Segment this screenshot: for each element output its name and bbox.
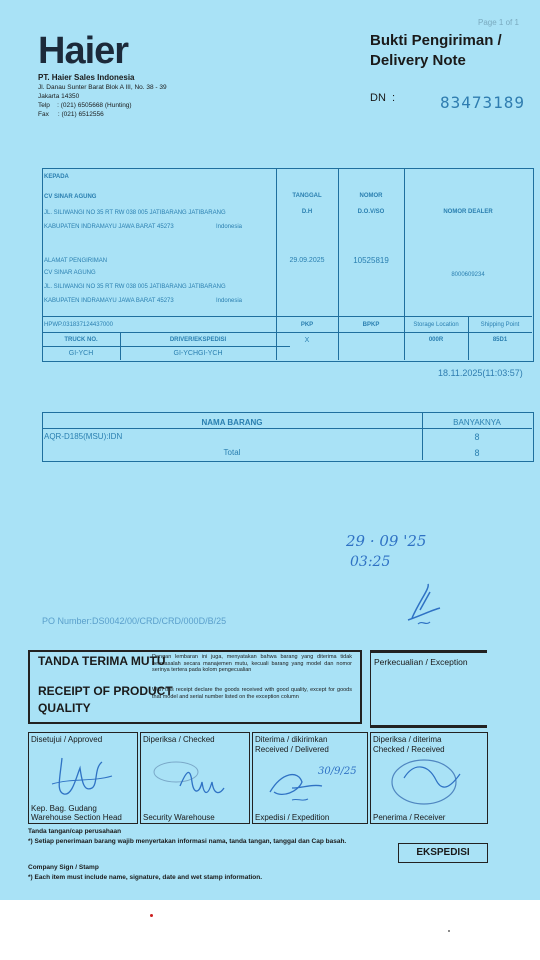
- item-row-name: AQR-D185(MSU):IDN: [44, 432, 123, 441]
- nomor-header: NOMOR: [359, 193, 383, 199]
- footer-company-sign: Company Sign / Stamp: [28, 864, 99, 871]
- company-telp: Telp : (021) 6505668 (Hunting): [38, 102, 132, 109]
- hpwp-value: HPWP.031837124437000: [44, 322, 113, 328]
- approved-top: Disetujui / Approved: [31, 735, 103, 744]
- tanggal-header: TANGGAL: [292, 193, 322, 199]
- shipping-value: 85D1: [492, 337, 508, 343]
- doc-title-line-2: Delivery Note: [370, 52, 466, 69]
- received-signature: [262, 762, 332, 808]
- dn-number: 83473189: [440, 93, 526, 112]
- kepada-label: KEPADA: [44, 174, 69, 180]
- company-address-2: Jakarta 14350: [38, 93, 80, 100]
- driver-value: GI-YCHGI-YCH: [173, 350, 223, 357]
- received-hand-date: 30/9/25: [318, 766, 357, 777]
- company-fax: Fax : (021) 6512556: [38, 111, 104, 118]
- approved-bottom-1: Kep. Bag. Gudang: [31, 804, 97, 813]
- company-address-1: Jl. Danau Sunter Barat Blok A III, No. 38 - 39: [38, 84, 167, 91]
- received-top-2: Received / Delivered: [255, 745, 329, 754]
- handwritten-date: 29 · 09 '25: [346, 532, 427, 550]
- receipt-title-en-2: QUALITY: [38, 701, 91, 715]
- bpkp-header: BPKP: [362, 322, 380, 328]
- nomor-value: 10525819: [353, 256, 389, 265]
- receiver-top-2: Checked / Received: [373, 745, 445, 754]
- pkp-header: PKP: [300, 322, 314, 328]
- handwritten-time: 03:25: [350, 554, 391, 570]
- checked-bottom: Security Warehouse: [143, 813, 215, 822]
- truck-no-header: TRUCK NO.: [64, 337, 98, 343]
- dovso-subheader: D.O.V/SO: [357, 209, 385, 215]
- printed-at: 18.11.2025(11:03:57): [438, 368, 523, 378]
- po-number: PO Number:DS0042/00/CRD/CRD/000D/B/25: [42, 616, 227, 626]
- nomor-dealer-header: NOMOR DEALER: [443, 209, 493, 215]
- kepada-country: Indonesia: [216, 224, 243, 230]
- alamat-label: ALAMAT PENGIRIMAN: [44, 258, 108, 264]
- checked-top: Diperiksa / Checked: [143, 735, 215, 744]
- kepada-name: CV SINAR AGUNG: [44, 194, 97, 200]
- checked-signature: [150, 752, 240, 808]
- alamat-address-1: JL. SILIWANGI NO 35 RT RW 038 005 JATIBARANG JATIBARANG: [44, 284, 226, 290]
- paper-speck: [448, 930, 450, 932]
- alamat-country: Indonesia: [216, 298, 243, 304]
- banyaknya-header: BANYAKNYA: [453, 418, 501, 427]
- kepada-address-1: JL. SILIWANGI NO 35 RT RW 038 005 JATIBARANG JATIBARANG: [44, 210, 226, 216]
- exception-label: Perkecualian / Exception: [374, 657, 468, 667]
- receipt-text-en: With this receipt declare the goods received with good quality, except for goods that model and serial number listed on the exception column: [152, 687, 352, 700]
- pkp-value: X: [304, 337, 310, 344]
- alamat-name: CV SINAR AGUNG: [44, 270, 96, 276]
- receipt-text-id: Dengan lembaran ini juga, menyatakan bahwa barang yang diterima tidak bermasalah secara manajemen mutu, kecuali barang yang model dan nomor serinya tertera pada kolom pengecualian: [152, 654, 352, 673]
- received-bottom: Expedisi / Expedition: [255, 813, 330, 822]
- haier-logo: Haier: [38, 30, 129, 72]
- footer-note-en: *) Each item must include name, signature, date and wet stamp information.: [28, 874, 263, 881]
- ekspedisi-box: EKSPEDISI: [398, 843, 488, 863]
- tanggal-value: 29.09.2025: [289, 257, 325, 264]
- alamat-address-2: KABUPATEN INDRAMAYU JAWA BARAT 45273: [44, 298, 174, 304]
- nama-barang-header: NAMA BARANG: [201, 418, 263, 427]
- total-label: Total: [223, 448, 241, 457]
- truck-no-value: GI-YCH: [68, 350, 94, 357]
- receiver-bottom: Penerima / Receiver: [373, 813, 446, 822]
- dh-subheader: D.H: [301, 209, 313, 215]
- kepada-address-2: KABUPATEN INDRAMAYU JAWA BARAT 45273: [44, 224, 174, 230]
- receiver-stamp: [384, 752, 474, 814]
- storage-value: 000R: [428, 337, 444, 343]
- driver-header: DRIVER/EKSPEDISI: [169, 337, 227, 343]
- receipt-title-id: TANDA TERIMA MUTU: [38, 654, 166, 668]
- paper-speck: [150, 914, 153, 917]
- approved-signature: [42, 748, 122, 804]
- doc-title-line-1: Bukti Pengiriman /: [370, 32, 502, 49]
- storage-location-header: Storage Location: [413, 322, 459, 328]
- dn-label: DN :: [370, 92, 396, 104]
- company-name: PT. Haier Sales Indonesia: [38, 73, 135, 82]
- receiver-top-1: Diperiksa / diterima: [373, 735, 442, 744]
- dealer-value: 8000609234: [451, 272, 485, 278]
- receipt-title-en-1: RECEIPT OF PRODUCT: [38, 684, 173, 698]
- item-row-qty: 8: [474, 432, 480, 442]
- top-signature: [400, 580, 450, 630]
- approved-bottom-2: Warehouse Section Head: [31, 813, 122, 822]
- total-qty: 8: [474, 448, 480, 458]
- page-indicator: Page 1 of 1: [478, 18, 519, 27]
- shipping-point-header: Shipping Point: [480, 322, 520, 328]
- received-top-1: Diterima / dikirimkan: [255, 735, 328, 744]
- footer-note-id: *) Setiap penerimaan barang wajib menyertakan informasi nama, tanda tangan, tanggal dan Cap basah.: [28, 838, 347, 845]
- footer-tanda-tangan: Tanda tangan/cap perusahaan: [28, 828, 122, 835]
